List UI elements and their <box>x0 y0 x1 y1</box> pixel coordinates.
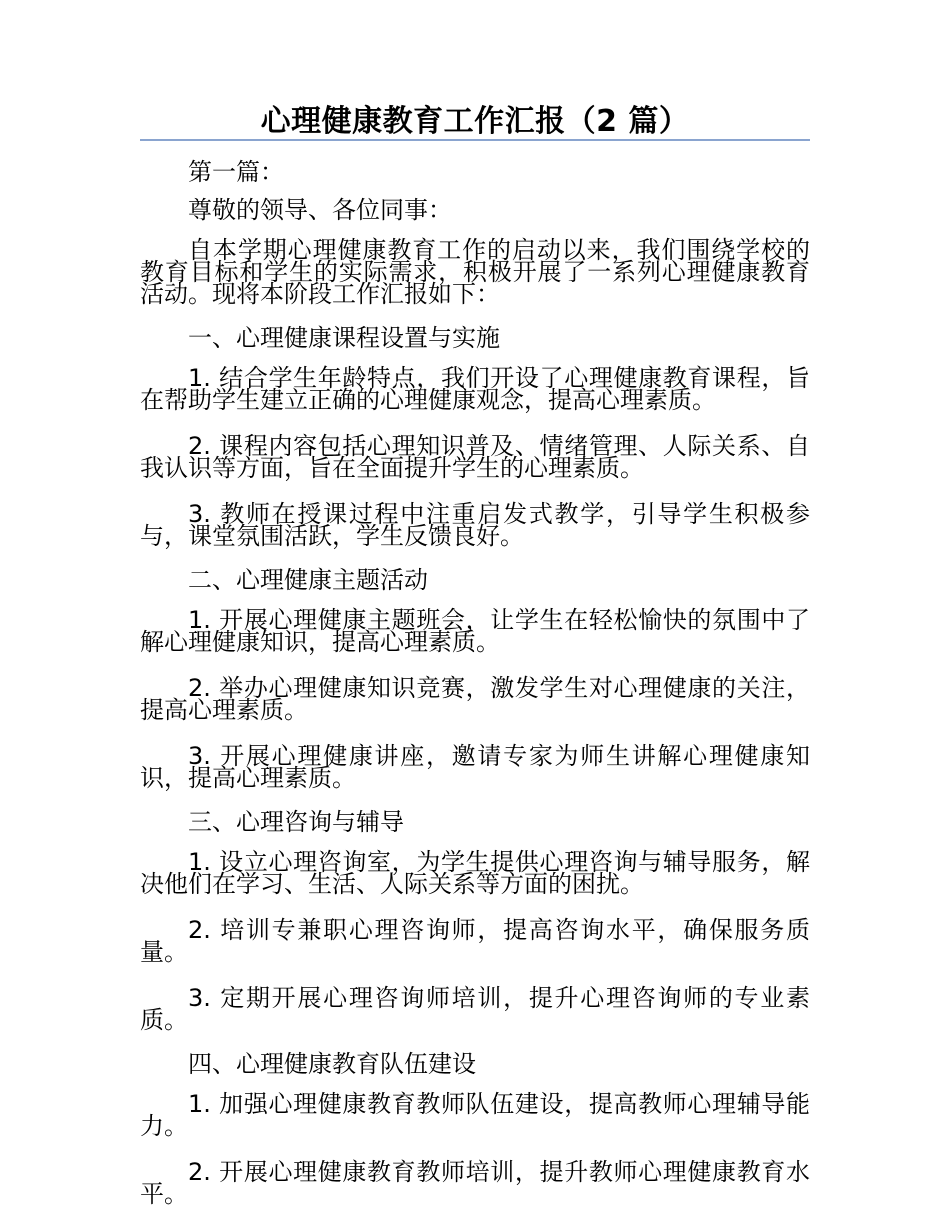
title-underline <box>140 139 810 141</box>
section-label: 第一篇： <box>188 158 284 186</box>
document-title: 心理健康教育工作汇报（2 篇） <box>260 104 690 139</box>
list-item: 2. 课程内容包括心理知识普及、情绪管理、人际关系、自我认识等方面，旨在全面提升学生的心理素质。 <box>140 432 810 482</box>
list-item: 3. 定期开展心理咨询师培训，提升心理咨询师的专业素质。 <box>140 984 810 1034</box>
list-item: 2. 开展心理健康教育教师培训，提升教师心理健康教育水平。 <box>140 1158 810 1208</box>
list-item: 1. 设立心理咨询室，为学生提供心理咨询与辅导服务，解决他们在学习、生活、人际关系等方面的困扰。 <box>140 848 810 898</box>
section-heading: 三、心理咨询与辅导 <box>188 808 404 836</box>
section-heading: 四、心理健康教育队伍建设 <box>188 1050 476 1078</box>
document-body <box>140 155 810 1221</box>
list-item: 1. 开展心理健康主题班会，让学生在轻松愉快的氛围中了解心理健康知识，提高心理素质。 <box>140 606 810 656</box>
list-item: 3. 教师在授课过程中注重启发式教学，引导学生积极参与，课堂氛围活跃，学生反馈良好。 <box>140 500 810 550</box>
list-item: 2. 举办心理健康知识竞赛，激发学生对心理健康的关注，提高心理素质。 <box>140 674 810 724</box>
list-item: 3. 开展心理健康讲座，邀请专家为师生讲解心理健康知识，提高心理素质。 <box>140 742 810 792</box>
intro-paragraph: 自本学期心理健康教育工作的启动以来，我们围绕学校的教育目标和学生的实际需求，积极开展了一系列心理健康教育活动。现将本阶段工作汇报如下： <box>140 236 810 308</box>
section-heading: 一、心理健康课程设置与实施 <box>188 324 500 352</box>
salutation: 尊敬的领导、各位同事： <box>188 196 452 224</box>
section-heading: 二、心理健康主题活动 <box>188 566 428 594</box>
list-item: 2. 培训专兼职心理咨询师，提高咨询水平，确保服务质量。 <box>140 916 810 966</box>
list-item: 1. 结合学生年龄特点，我们开设了心理健康教育课程，旨在帮助学生建立正确的心理健康观念，提高心理素质。 <box>140 364 810 414</box>
list-item: 1. 加强心理健康教育教师队伍建设，提高教师心理辅导能力。 <box>140 1090 810 1140</box>
